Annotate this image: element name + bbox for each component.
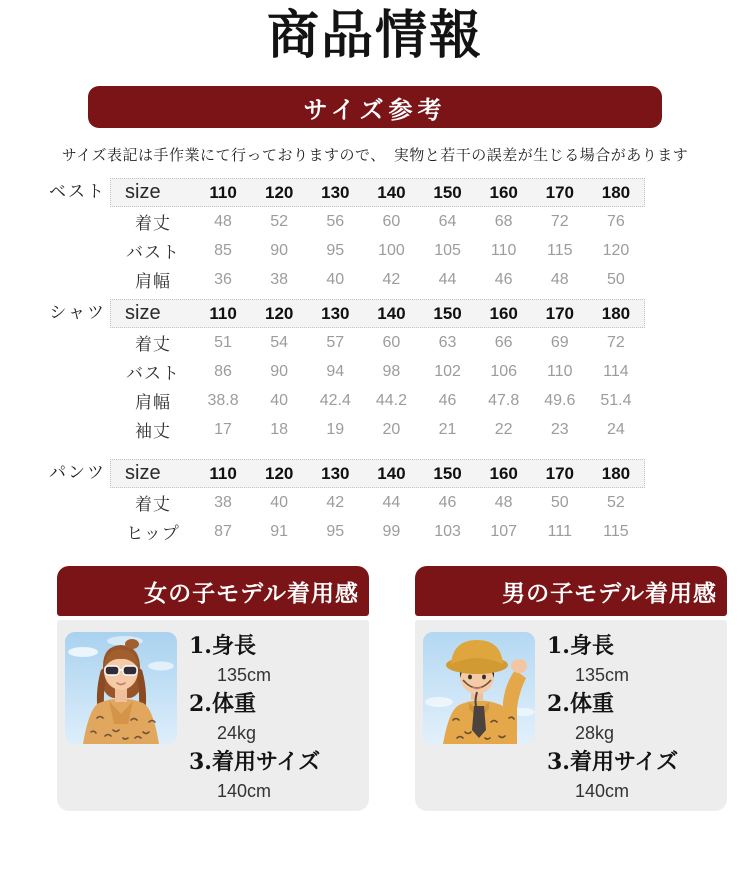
size-header-label: size [125,181,161,203]
measure-value: 56 [326,212,345,230]
size-disclaimer-note: サイズ表記は手作業にて行っておりますので、 実物と若干の誤差が生じる場合があります [61,146,689,164]
measure-value: 46 [438,391,457,409]
boy-model-specs [547,632,678,811]
girl-photo-illustration [65,632,177,744]
size-header-row [110,178,645,207]
measure-value: 86 [214,362,232,380]
size-column-header: 140 [377,463,406,483]
measure-row-cells [195,421,644,439]
spec-label: 1.身長 [189,633,256,659]
size-header-row [110,459,645,488]
measure-rows [110,328,645,444]
measure-value: 21 [438,420,457,438]
measure-value: 103 [434,522,461,540]
measure-value: 42.4 [319,391,351,409]
measure-value: 105 [434,241,461,259]
measure-row-cells [195,363,644,381]
measure-value: 60 [382,212,401,230]
spec-item [189,690,320,748]
size-table-group [48,459,750,546]
measure-row [110,386,645,415]
measure-row-cells [195,213,644,231]
measure-value: 111 [547,522,572,540]
measure-value: 17 [214,420,232,438]
measure-value: 46 [438,493,457,511]
measure-row-label: 着丈 [135,214,171,234]
measure-value: 19 [326,420,345,438]
size-column-header: 150 [433,463,462,483]
measure-row-label: 着丈 [135,335,171,355]
measure-value: 114 [603,362,629,380]
measure-row [110,265,645,294]
measure-value: 107 [490,522,518,540]
size-column-header: 110 [209,463,237,483]
measure-row-cells [195,334,644,352]
spec-value: 140cm [575,781,630,801]
measure-value: 44 [438,270,457,288]
measure-value: 110 [490,241,517,259]
measure-value: 46 [494,270,513,288]
measure-rows [110,207,645,294]
measure-value: 47.8 [488,391,520,409]
measure-value: 100 [378,241,405,259]
size-column-header: 120 [265,463,294,483]
boy-card-header [415,566,727,616]
measure-row-label: ヒップ [126,524,180,544]
measure-value: 42 [326,493,345,511]
spec-value: 28kg [575,723,615,743]
size-column-header: 110 [209,303,237,323]
size-table-group [48,299,750,444]
model-cards [57,566,750,811]
measure-row-label: 着丈 [135,495,171,515]
measure-value: 66 [494,333,513,351]
spec-item [189,748,320,806]
size-header-cells [195,304,644,324]
girl-model-card [57,566,369,811]
measure-row [110,207,645,236]
size-table [110,299,645,444]
measure-value: 36 [214,270,232,288]
size-column-header: 120 [265,182,294,202]
measure-row-cells [195,242,644,260]
measure-value: 57 [326,333,345,351]
measure-value: 76 [607,212,625,230]
size-column-header: 180 [601,303,631,323]
spec-value: 24kg [217,723,257,743]
boy-model-photo [423,632,535,744]
measure-row-label: バスト [126,364,180,384]
measure-value: 72 [607,333,625,351]
measure-value: 95 [326,241,345,259]
measure-value: 60 [382,333,401,351]
measure-value: 49.6 [544,391,576,409]
size-column-header: 140 [377,303,406,323]
measure-value: 44 [382,493,401,511]
measure-value: 72 [550,212,569,230]
measure-value: 95 [326,522,345,540]
measure-value: 87 [214,522,232,540]
size-column-header: 120 [265,303,294,323]
spec-item [547,632,678,690]
garment-category-label: パンツ [49,463,106,483]
size-column-header: 110 [209,182,237,202]
measure-row-cells [195,523,644,541]
spec-value: 135cm [217,665,272,685]
spec-label: 2.体重 [547,691,614,717]
spec-label: 3.着用サイズ [547,749,679,775]
girl-card-title: 女の子モデル着用感 [144,579,359,607]
size-tables [48,178,750,546]
size-column-header: 170 [545,463,574,483]
size-column-header: 160 [489,463,518,483]
measure-value: 110 [547,362,573,380]
size-column-header: 160 [489,182,518,202]
measure-value: 38 [214,493,232,511]
measure-value: 120 [602,241,630,259]
measure-row-label: 肩幅 [135,272,171,292]
spec-value: 140cm [217,781,272,801]
measure-row [110,328,645,357]
boy-photo-illustration [423,632,535,744]
measure-value: 48 [550,270,569,288]
boy-card-body [415,620,727,811]
girl-model-photo [65,632,177,744]
measure-row-label: 肩幅 [135,393,171,413]
measure-value: 40 [270,493,289,511]
spec-label: 3.着用サイズ [189,749,321,775]
garment-category-label: ベスト [49,182,106,202]
size-header-cells [195,464,644,484]
spec-value: 135cm [575,665,630,685]
size-header-cells [195,183,644,203]
size-column-header: 130 [321,182,350,202]
measure-value: 102 [434,362,461,380]
size-header-label: size [125,302,161,324]
measure-value: 38 [270,270,289,288]
size-column-header: 150 [433,303,462,323]
measure-value: 69 [550,333,569,351]
boy-model-card [415,566,727,811]
size-table-group [48,178,750,294]
size-column-header: 170 [545,182,574,202]
measure-value: 23 [550,420,569,438]
size-header-label: size [125,462,161,484]
measure-value: 68 [494,212,513,230]
measure-value: 99 [382,522,401,540]
size-reference-banner [88,86,662,128]
measure-value: 52 [607,493,625,511]
size-column-header: 160 [489,303,518,323]
measure-value: 91 [270,522,289,540]
page-title: 商品情報 [266,5,483,66]
spec-item [189,632,320,690]
measure-value: 50 [550,493,569,511]
measure-value: 54 [270,333,289,351]
measure-value: 50 [607,270,625,288]
measure-value: 48 [494,493,513,511]
measure-value: 51 [214,333,232,351]
size-column-header: 150 [433,182,462,202]
spec-item [547,748,678,806]
size-column-header: 140 [377,182,406,202]
measure-row [110,517,645,546]
measure-value: 20 [382,420,401,438]
size-column-header: 170 [545,303,574,323]
spec-label: 1.身長 [547,633,614,659]
measure-rows [110,488,645,546]
size-column-header: 180 [601,182,631,202]
banner-label: サイズ参考 [303,94,447,124]
measure-value: 24 [607,420,625,438]
measure-value: 63 [438,333,457,351]
measure-row [110,357,645,386]
size-column-header: 130 [321,463,350,483]
measure-value: 38.8 [207,391,239,409]
spec-item [547,690,678,748]
measure-row-cells [195,392,644,410]
measure-row [110,415,645,444]
measure-value: 64 [438,212,457,230]
measure-row-cells [195,494,644,512]
size-column-header: 180 [601,463,631,483]
girl-model-specs [189,632,320,811]
boy-card-title: 男の子モデル着用感 [502,579,717,607]
measure-value: 40 [326,270,345,288]
measure-value: 51.4 [600,391,632,409]
measure-row-cells [195,271,644,289]
measure-value: 40 [270,391,289,409]
spec-label: 2.体重 [189,691,256,717]
measure-row-label: 袖丈 [135,422,171,442]
size-column-header: 130 [321,303,350,323]
measure-value: 18 [270,420,289,438]
measure-value: 22 [494,420,513,438]
size-table [110,178,645,294]
size-table [110,459,645,546]
measure-value: 98 [382,362,401,380]
measure-value: 115 [603,522,629,540]
girl-card-header [57,566,369,616]
measure-row [110,236,645,265]
measure-value: 106 [490,362,518,380]
measure-value: 94 [326,362,345,380]
size-header-row [110,299,645,328]
garment-category-label: シャツ [49,303,106,323]
measure-value: 85 [214,241,232,259]
measure-value: 48 [214,212,232,230]
measure-value: 90 [270,241,289,259]
girl-card-body [57,620,369,811]
measure-value: 90 [270,362,289,380]
measure-row [110,488,645,517]
measure-value: 44.2 [375,391,407,409]
measure-value: 42 [382,270,401,288]
measure-value: 115 [547,241,573,259]
measure-value: 52 [270,212,289,230]
measure-row-label: バスト [126,243,180,263]
